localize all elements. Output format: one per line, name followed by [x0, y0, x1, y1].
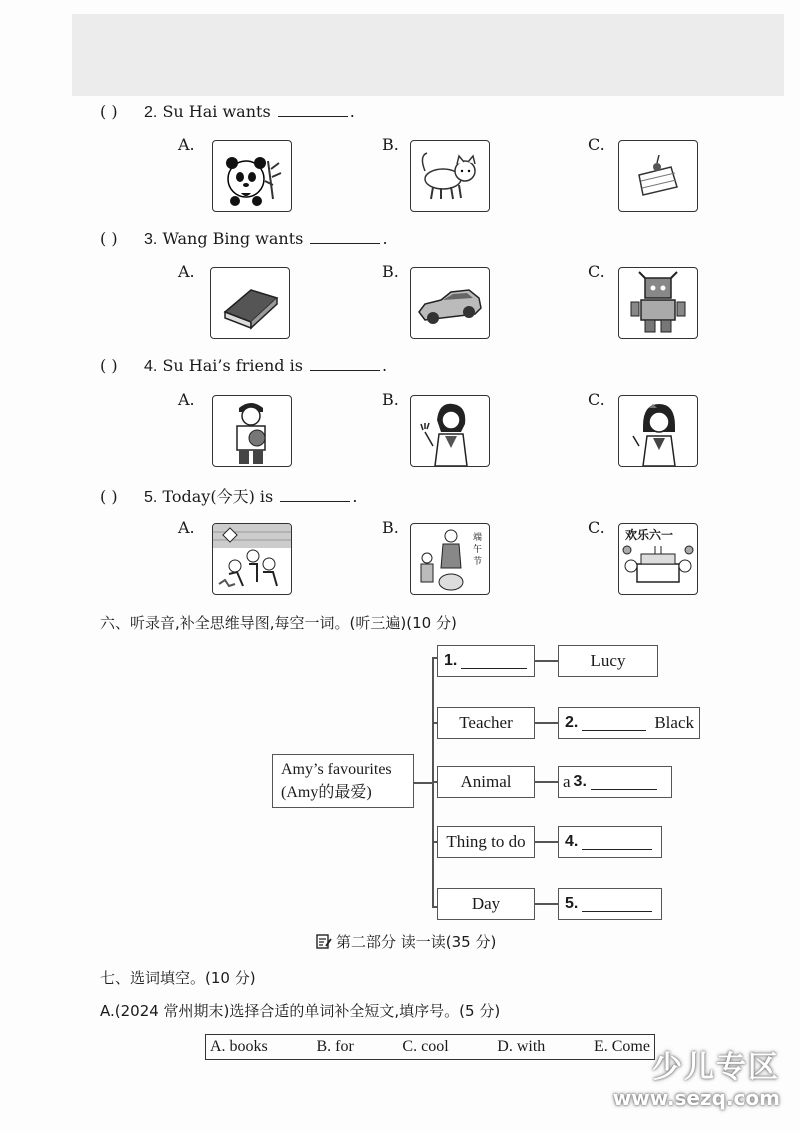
answer-blank[interactable] [310, 356, 380, 371]
blank-number: 5. [565, 895, 579, 912]
cat-icon[interactable] [410, 140, 490, 212]
cake-icon[interactable] [618, 140, 698, 212]
panda-icon[interactable] [212, 140, 292, 212]
question-text: Su Hai’s friend is [162, 356, 303, 375]
question-4 [100, 356, 387, 376]
watermark-cn: 少儿专区 [652, 1050, 780, 1085]
answer-paren[interactable]: ( ) [100, 229, 118, 248]
answer-blank[interactable] [310, 229, 380, 244]
part2-title: 第二部分 读一读(35 分) [336, 933, 497, 951]
word-option-e: E. Come [593, 1038, 650, 1055]
option-c: C. [588, 390, 605, 409]
mindmap-right-3[interactable] [558, 766, 672, 798]
section-6-title: 六、听录音,补全思维导图,每空一词。(听三遍)(10 分) [100, 614, 457, 632]
dragon-boat-char-3: 节 [473, 557, 483, 567]
option-b: B. [382, 390, 399, 409]
question-text: Today(今天) is [162, 487, 274, 506]
answer-paren[interactable]: ( ) [100, 102, 118, 121]
header-band [72, 14, 784, 96]
blank-number: 4. [565, 833, 579, 850]
option-b: B. [382, 135, 399, 154]
girl-bob-icon[interactable] [618, 395, 698, 467]
blank-number: 1. [444, 652, 458, 669]
question-number: 3. [144, 231, 158, 248]
mm-link [533, 781, 559, 783]
mindmap-right-5[interactable] [558, 888, 662, 920]
question-text: Wang Bing wants [162, 229, 304, 248]
book-icon[interactable] [210, 267, 290, 339]
option-a: A. [178, 135, 195, 154]
option-c: C. [588, 262, 605, 281]
word-bank [205, 1034, 655, 1060]
question-number: 4. [144, 358, 158, 375]
mindmap-left-3 [437, 766, 535, 798]
mm-link [533, 841, 559, 843]
answer-paren[interactable]: ( ) [100, 487, 118, 506]
word-option-d: D. with [497, 1038, 546, 1055]
word-option-a: A. books [210, 1038, 268, 1055]
question-end: . [382, 356, 388, 375]
option-c: C. [588, 518, 605, 537]
option-b: B. [382, 518, 399, 537]
mindmap-center [272, 754, 414, 808]
blank-number: 3. [573, 773, 587, 790]
childrens-day-text: 欢乐六一 [625, 528, 674, 542]
mindmap-right-4[interactable] [558, 826, 662, 858]
boy-ball-icon[interactable] [212, 395, 292, 467]
option-a: A. [178, 262, 195, 281]
question-end: . [382, 229, 388, 248]
mindmap-left-4 [437, 826, 535, 858]
mm-link [533, 722, 559, 724]
mindmap-left-label: Thing to do [446, 832, 526, 851]
mindmap-left-1[interactable] [437, 645, 535, 677]
option-a: A. [178, 518, 195, 537]
mindmap-right-2[interactable] [558, 707, 700, 739]
question-end: . [349, 102, 355, 121]
watermark [613, 1042, 780, 1110]
mindmap-right-suffix: Black [654, 713, 694, 732]
dragon-boat-icon[interactable] [410, 523, 490, 595]
mm-link [533, 660, 559, 662]
option-c: C. [588, 135, 605, 154]
mindmap-right-label: Lucy [590, 651, 626, 670]
answer-blank[interactable] [582, 716, 646, 731]
robot-icon[interactable] [618, 267, 698, 339]
answer-blank[interactable] [582, 897, 652, 912]
mm-connector [414, 782, 434, 784]
mindmap-left-2 [437, 707, 535, 739]
question-3 [100, 229, 388, 249]
question-2 [100, 102, 355, 122]
question-end: . [352, 487, 358, 506]
word-option-b: B. for [316, 1038, 354, 1055]
mindmap-left-label: Day [471, 894, 501, 913]
option-b: B. [382, 262, 399, 281]
answer-blank[interactable] [461, 654, 527, 669]
mindmap-right-prefix: a [563, 772, 571, 791]
question-number: 5. [144, 489, 158, 506]
option-a: A. [178, 390, 195, 409]
answer-blank[interactable] [278, 102, 348, 117]
question-5 [100, 484, 357, 507]
dragon-boat-char-1: 端 [473, 533, 483, 543]
read-icon [316, 933, 332, 949]
dragon-boat-char-2: 午 [473, 545, 483, 555]
mindmap-center-line2: (Amy的最爱) [281, 783, 372, 801]
question-number: 2. [144, 104, 158, 121]
answer-blank[interactable] [591, 775, 657, 790]
blank-number: 2. [565, 714, 579, 731]
answer-blank[interactable] [582, 835, 652, 850]
mindmap-right-1 [558, 645, 658, 677]
girl-wave-icon[interactable] [410, 395, 490, 467]
word-option-c: C. cool [402, 1038, 449, 1055]
answer-blank[interactable] [280, 487, 350, 502]
section-7-title: 七、选词填空。(10 分) [100, 969, 256, 987]
section-7-subtitle: A.(2024 常州期末)选择合适的单词补全短文,填序号。(5 分) [100, 1002, 501, 1020]
mindmap-left-label: Teacher [459, 713, 513, 732]
mindmap-left-label: Animal [460, 772, 512, 791]
car-icon[interactable] [410, 267, 490, 339]
question-text: Su Hai wants [162, 102, 271, 121]
mm-link [533, 903, 559, 905]
mindmap-center-line1: Amy’s favourites [281, 760, 392, 778]
part2-header [316, 931, 496, 952]
childrens-day-icon[interactable] [618, 523, 698, 595]
spring-festival-icon[interactable] [212, 523, 292, 595]
watermark-url: www.sezq.com [612, 1086, 780, 1110]
mindmap-left-5 [437, 888, 535, 920]
answer-paren[interactable]: ( ) [100, 356, 118, 375]
